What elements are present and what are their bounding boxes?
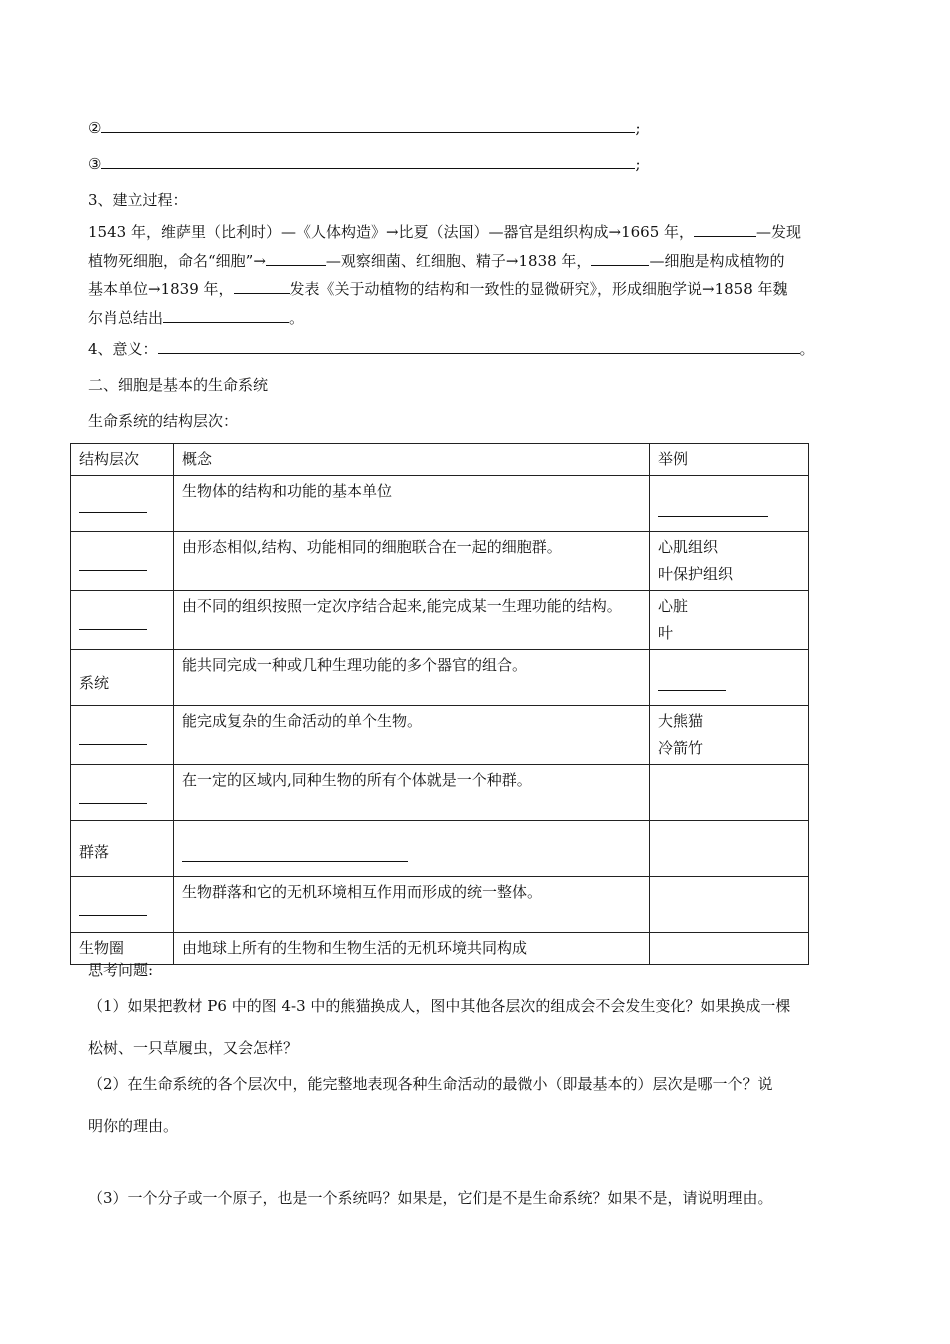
blank-line[interactable]: [658, 690, 726, 691]
blank-line[interactable]: [158, 338, 800, 354]
blank-line[interactable]: [79, 512, 147, 513]
header-level: 结构层次: [71, 444, 174, 476]
blank-line[interactable]: [79, 744, 147, 745]
example-cell: [650, 476, 809, 532]
blank-line[interactable]: [79, 803, 147, 804]
concept-cell: 由不同的组织按照一定次序结合起来,能完成某一生理功能的结构。: [174, 591, 650, 650]
table-row: [71, 877, 809, 933]
blank-line[interactable]: [234, 278, 290, 294]
table-header-row: [71, 444, 809, 476]
table-row: [71, 706, 809, 765]
para-line-2: 植物死细胞，命名“细胞”→ —观察细菌、红细胞、精子→1838 年， —细胞是构成植物的: [88, 251, 785, 270]
section-3-heading: 3、建立过程：: [88, 191, 188, 209]
blank-line[interactable]: [182, 861, 408, 862]
concept-cell: [174, 821, 650, 877]
think-heading: 思考问题:: [88, 961, 154, 979]
question-1-line-1: （1）如果把教材 P6 中的图 4-3 中的熊猫换成人，图中其他各层次的组成会不会发生变化？如果换成一棵: [88, 997, 791, 1015]
concept-cell: 由形态相似,结构、功能相同的细胞联合在一起的细胞群。: [174, 532, 650, 591]
example-cell: 心肌组织 叶保护组织: [650, 532, 809, 591]
para-line-1: 1543 年，维萨里（比利时）—《人体构造》→比夏（法国）—器官是组织构成→1665 年， —发现: [88, 223, 802, 241]
blank-line[interactable]: [101, 153, 635, 169]
concept-cell: 能共同完成一种或几种生理功能的多个器官的组合。: [174, 650, 650, 706]
example-cell: [650, 765, 809, 821]
table-row: [71, 476, 809, 532]
level-cell: [71, 591, 174, 650]
level-cell: [71, 532, 174, 591]
header-example: 举例: [650, 444, 809, 476]
blank-line[interactable]: [694, 221, 756, 237]
item-3-marker: ③: [88, 155, 102, 173]
example-cell: 大熊猫 冷箭竹: [650, 706, 809, 765]
blank-line[interactable]: [591, 250, 649, 266]
section-3-paragraph: [88, 218, 866, 332]
level-cell: [71, 765, 174, 821]
example-cell: [650, 821, 809, 877]
blank-line[interactable]: [658, 516, 768, 517]
blank-line[interactable]: [266, 250, 326, 266]
question-2-line-1: （2）在生命系统的各个层次中，能完整地表现各种生命活动的最微小（即最基本的）层次是哪一个？说: [88, 1075, 773, 1093]
section-two-heading: 二、细胞是基本的生命系统: [88, 376, 269, 394]
concept-cell: 在一定的区域内,同种生物的所有个体就是一个种群。: [174, 765, 650, 821]
header-concept: 概念: [174, 444, 650, 476]
question-3: （3）一个分子或一个原子，也是一个系统吗？如果是，它们是不是生命系统？如果不是，请说明理由。: [88, 1189, 773, 1207]
table-row: [71, 591, 809, 650]
example-cell: [650, 650, 809, 706]
item-2-marker: ②: [88, 119, 102, 137]
section-4-line: 4、意义： 。: [88, 340, 815, 358]
para-line-4: 尔肖总结出 。: [88, 308, 305, 327]
question-2-line-2: 明你的理由。: [88, 1117, 179, 1135]
para-line-3: 基本单位→1839 年， 发表《关于动植物的结构和一致性的显微研究》，形成细胞学说→1858 年魏: [88, 280, 788, 298]
level-cell: 群落: [71, 821, 174, 877]
concept-cell: 生物体的结构和功能的基本单位: [174, 476, 650, 532]
section-4-label: 4、意义：: [88, 340, 158, 358]
fill-line-2: [88, 117, 641, 138]
table-row: [71, 821, 809, 877]
level-cell: [71, 877, 174, 933]
level-cell: [71, 706, 174, 765]
semicolon: ;: [635, 155, 641, 173]
table-row: [71, 650, 809, 706]
blank-line[interactable]: [79, 570, 147, 571]
concept-cell: 能完成复杂的生命活动的单个生物。: [174, 706, 650, 765]
life-system-levels-table: [70, 443, 809, 965]
level-cell: [71, 476, 174, 532]
structure-levels-subheading: 生命系统的结构层次：: [88, 412, 239, 430]
blank-line[interactable]: [101, 117, 635, 133]
blank-line[interactable]: [79, 915, 147, 916]
example-cell: 心脏 叶: [650, 591, 809, 650]
example-cell: [650, 877, 809, 933]
blank-line[interactable]: [79, 629, 147, 630]
semicolon: ;: [635, 119, 641, 137]
level-cell: 生物圈: [71, 933, 174, 965]
table-row: [71, 532, 809, 591]
blank-line[interactable]: [163, 307, 289, 323]
fill-line-3: [88, 153, 641, 174]
table-row: [71, 765, 809, 821]
concept-cell: 由地球上所有的生物和生物生活的无机环境共同构成: [174, 933, 650, 965]
question-1-line-2: 松树、一只草履虫，又会怎样？: [88, 1039, 299, 1057]
concept-cell: 生物群落和它的无机环境相互作用而形成的统一整体。: [174, 877, 650, 933]
level-cell: 系统: [71, 650, 174, 706]
